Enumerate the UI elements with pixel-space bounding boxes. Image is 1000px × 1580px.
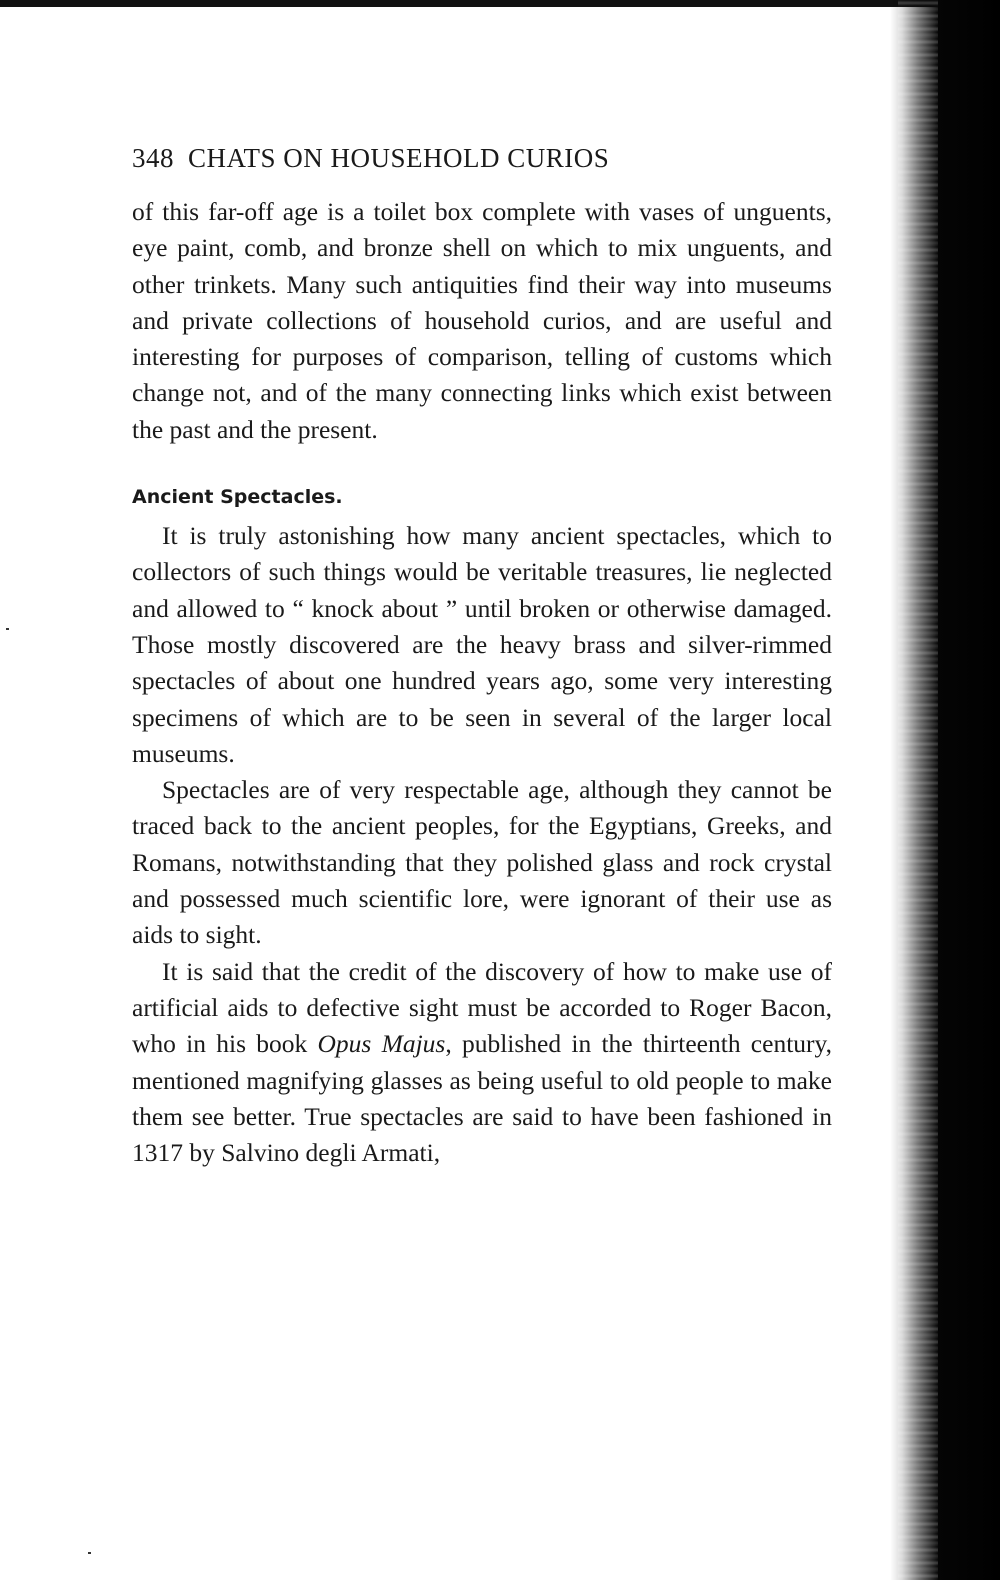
binding-texture — [898, 0, 938, 1580]
paragraph — [132, 954, 832, 1172]
paragraph-text: It is said that the credit of the discovery of how to make use of artificial aids to defective sight must be accorded to Roger Bacon, who in his book — [132, 956, 832, 1059]
page-number: 348 — [132, 143, 174, 173]
section-heading: Ancient Spectacles. — [132, 486, 343, 509]
book-title: Opus Majus — [317, 1029, 446, 1059]
page-top-edge — [0, 0, 1000, 7]
running-title: CHATS ON HOUSEHOLD CURIOS — [188, 143, 610, 173]
paragraph-continued: of this far-off age is a toilet box complete with vases of unguents, eye paint, comb, and bronze shell on which to mix unguents, and other trinkets. Many such antiquities find their way into museums and private collections of household curios, and are useful and interesting for purposes of comparison, telling of customs which change not, and of the many connecting links which exist between the past and the present. — [132, 197, 832, 444]
stray-mark — [6, 628, 9, 630]
paragraph: It is truly astonishing how many ancient spectacles, which to collectors of such things would be veritable treasures, lie neglected and allowed to “ knock about ” until broken or otherwise damaged. Those mostly discovered are the heavy brass and silver-rimmed spectacles of about one hundred years ago, some very interesting specimens of which are to be seen in several of the larger local museums. — [132, 521, 832, 768]
page-content — [132, 138, 832, 1171]
stray-mark — [88, 1552, 91, 1554]
paragraph: Spectacles are of very respectable age, although they cannot be traced back to the ancient peoples, for the Egyptians, Greeks, and Romans, notwithstanding that they polished glass and rock crystal and possessed much scientific lore, were ignorant of their use as aids to sight. — [132, 775, 832, 950]
running-head — [132, 138, 832, 178]
paragraph-text: , published in the thirteenth century, mentioned magnifying glasses as being useful to old people to make them see better. True spectacles are said to have been fashioned in 1317 by Salvino degli Armati, — [132, 1029, 832, 1168]
